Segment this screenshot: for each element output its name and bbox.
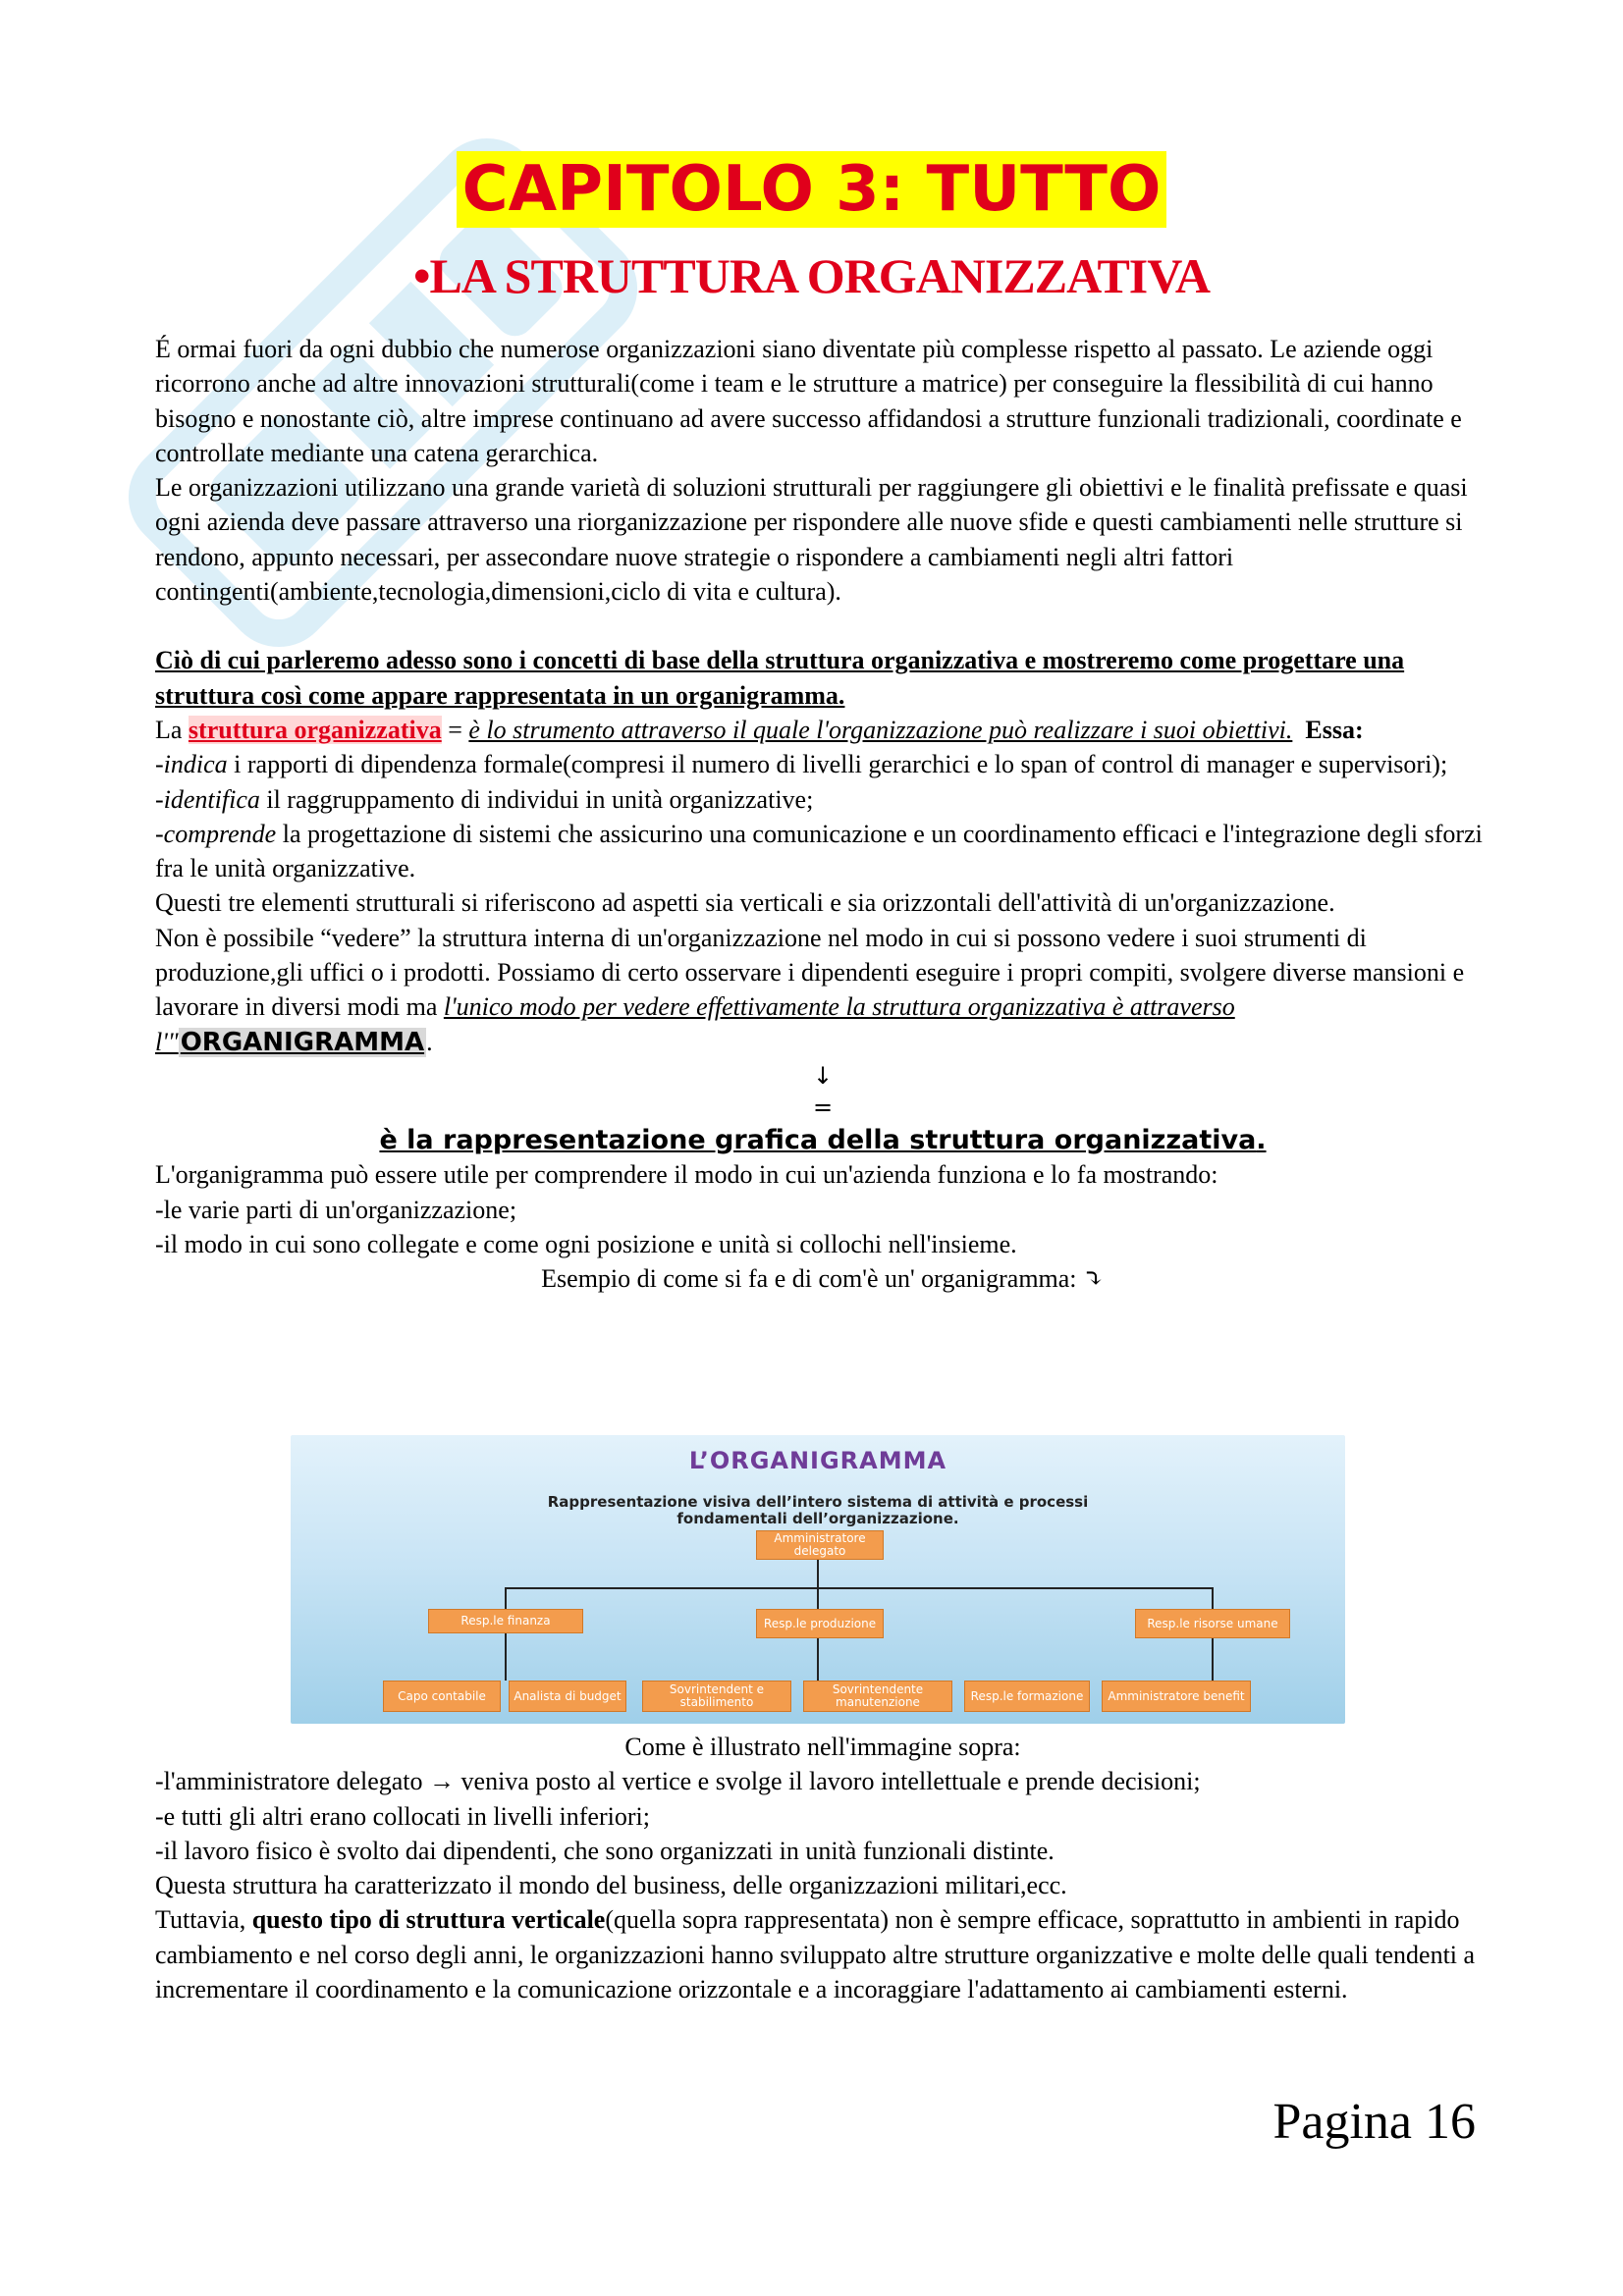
chapter-title-text: CAPITOLO 3: TUTTO (457, 151, 1167, 228)
elements-paragraph: Questi tre elementi strutturali si riferiscono ad aspetti sia verticali e sia orizzontali dell'attività di un'organizzazione. (155, 888, 1335, 918)
bullet-identifica (155, 782, 1490, 817)
section-heading: •LA STRUTTURA ORGANIZZATIVA (412, 248, 1211, 303)
org-line-right-down (1212, 1636, 1214, 1681)
page-number: Pagina 16 (1272, 2094, 1476, 2150)
after-line-1: -l'amministratore delegato → veniva posto al vertice e svolge il lavoro intellettuale e prende decisioni; (155, 1767, 1201, 1796)
org-chart-image (291, 1435, 1345, 1724)
definition-prefix: La (155, 715, 183, 744)
organigramma-definition-text: è la rappresentazione grafica della struttura organizzativa (379, 1124, 1257, 1155)
bullet-comprende (155, 817, 1490, 886)
org-chart-subtitle-2: fondamentali dell’organizzazione. (676, 1510, 959, 1527)
after-text (155, 1730, 1490, 2006)
org-box-produzione: Resp.le produzione (756, 1609, 884, 1638)
org-box-benefit: Amministratore benefit (1102, 1681, 1251, 1712)
intro-paragraph-2: Le organizzazioni utilizzano una grande varietà di soluzioni strutturali per raggiungere gli obiettivi e le finalità prefissate e quasi ogni azienda deve passare attraverso una riorganizzazione per rispondere alle nuove sfide e questi cambiamenti nelle strutture si rendono, appunto necessari, per assecondare nuove strategie o rispondere a cambiamenti negli altri fattori contingenti(ambiente,tecnologia,dimensioni,ciclo di vita e cultura). (155, 473, 1468, 607)
organigramma-term: ORGANIGRAMMA (180, 1027, 425, 1057)
bullet-indica-text: i rapporti di dipendenza formale(compresi il numero di livelli gerarchici e lo span of control di manager e supervisori); (227, 750, 1448, 779)
org-chart-subtitle-1: Rappresentazione visiva dell’intero sistema di attività e processi (547, 1493, 1089, 1511)
bullet-identifica-verb: -identifica (155, 784, 260, 814)
vedere-end: . (426, 1027, 433, 1056)
org-box-capo-contabile: Capo contabile (383, 1681, 501, 1712)
org-line-left-down (505, 1631, 507, 1681)
main-text (155, 332, 1490, 1296)
after-paragraph-5 (155, 1902, 1490, 2006)
down-arrow-icon: ↓ (812, 1061, 834, 1090)
bullet-comprende-text: la progettazione di sistemi che assicurino una comunicazione e un coordinamento efficaci e l'integrazione degli sforzi fra le unità organizzative. (155, 819, 1483, 883)
org-line-left (505, 1587, 507, 1609)
vedere-text: Non è possibile “vedere” la struttura interna di un'organizzazione nel modo in cui si possono vedere i suoi strumenti di produzione,gli uffici o i prodotti. Possiamo di certo osservare i dipendenti eseguire i propri compiti, svolgere diverse mansioni e lavorare in diversi modi ma (155, 923, 1465, 1022)
org-box-sovrintendente-stabilimento: Sovrintendent e stabilimento (642, 1681, 791, 1712)
definition-equals: = (448, 715, 462, 744)
chapter-title (0, 155, 1623, 224)
org-line-horizontal (505, 1587, 1212, 1589)
vedere-italic: l'unico modo per vedere effettivamente la struttura organizzativa è attraverso l'" (155, 992, 1235, 1056)
after-l5-bold: questo tipo di struttura verticale (251, 1905, 606, 1935)
after-l5-rest: (quella sopra rappresentata) non è sempre efficace, soprattutto in ambienti in rapido cambiamento e nel corso degli anni, le organizzazioni hanno sviluppato altre strutture organizzative e molte delle quali tendenti a incrementare il coordinamento e la comunicazione orizzontale e a incoraggiare l'adattamento ai cambiamenti esterni. (155, 1905, 1476, 2004)
use-item-1: -le varie parti di un'organizzazione; (155, 1195, 517, 1224)
definition-essa: Essa: (1305, 715, 1364, 744)
concepts-lead: Ciò di cui parleremo adesso sono i concetti di base della struttura organizzativa e mostreremo come progettare una struttura così come appare rappresentata in un organigramma. (155, 646, 1405, 710)
definition-text: è lo strumento attraverso il quale l'organizzazione può realizzare i suoi obiettivi. (468, 715, 1293, 744)
org-line-top (817, 1558, 819, 1587)
image-caption: Come è illustrato nell'immagine sopra: (624, 1733, 1021, 1761)
example-line: Esempio di come si fa e di com'è un' organigramma: ⤵ (541, 1264, 1105, 1294)
after-line-2: -e tutti gli altri erano collocati in livelli inferiori; (155, 1801, 650, 1831)
org-box-formazione: Resp.le formazione (964, 1681, 1090, 1712)
bullet-identifica-text: il raggruppamento di individui in unità organizzative; (259, 784, 814, 814)
org-box-finanza: Resp.le finanza (428, 1609, 583, 1633)
equals-sign: = (812, 1093, 834, 1121)
vedere-paragraph (155, 921, 1490, 1060)
use-item-2: -il modo in cui sono collegate e come ogni posizione e unità si collochi nell'insieme. (155, 1229, 1017, 1258)
intro-paragraph-1: É ormai fuori da ogni dubbio che numerose organizzazioni siano diventate più complesse rispetto al passato. Le aziende oggi ricorrono anche ad altre innovazioni strutturali(come i team e le strutture a matrice) per conseguire la flessibilità di cui hanno bisogno e nonostante ciò, altre imprese continuano ad avere successo affidandosi a strutture funzionali tradizionali, coordinate e controllate mediante una catena gerarchica. (155, 335, 1462, 467)
org-chart-title: L’ORGANIGRAMMA (688, 1447, 947, 1474)
organigramma-definition (155, 1123, 1490, 1157)
org-line-right (1212, 1587, 1214, 1609)
org-chart-subtitle (291, 1494, 1345, 1527)
bullet-indica-verb: -indica (155, 750, 228, 779)
bullet-comprende-verb: -comprende (155, 819, 277, 848)
after-l5-prefix: Tuttavia, (155, 1905, 252, 1935)
organigramma-definition-end: . (1256, 1124, 1267, 1155)
org-box-analista-budget: Analista di budget (509, 1681, 626, 1712)
use-paragraph: L'organigramma può essere utile per comprendere il modo in cui un'azienda funziona e lo fa mostrando: (155, 1160, 1218, 1190)
org-box-risorse-umane: Resp.le risorse umane (1135, 1609, 1290, 1638)
after-line-3: -il lavoro fisico è svolto dai dipendenti, che sono organizzati in unità funzionali distinte. (155, 1836, 1055, 1865)
arrow-block (155, 1060, 1490, 1123)
definition-term: struttura organizzativa (188, 715, 442, 744)
org-box-sovrintendente-manutenzione: Sovrintendente manutenzione (803, 1681, 952, 1712)
org-box-amministratore: Amministratore delegato (756, 1530, 884, 1560)
definition-paragraph (155, 713, 1490, 747)
after-line-4: Questa struttura ha caratterizzato il mondo del business, delle organizzazioni militari,ecc. (155, 1871, 1067, 1900)
org-line-center (817, 1587, 819, 1609)
org-line-center-down (817, 1636, 819, 1681)
bullet-indica (155, 747, 1490, 781)
